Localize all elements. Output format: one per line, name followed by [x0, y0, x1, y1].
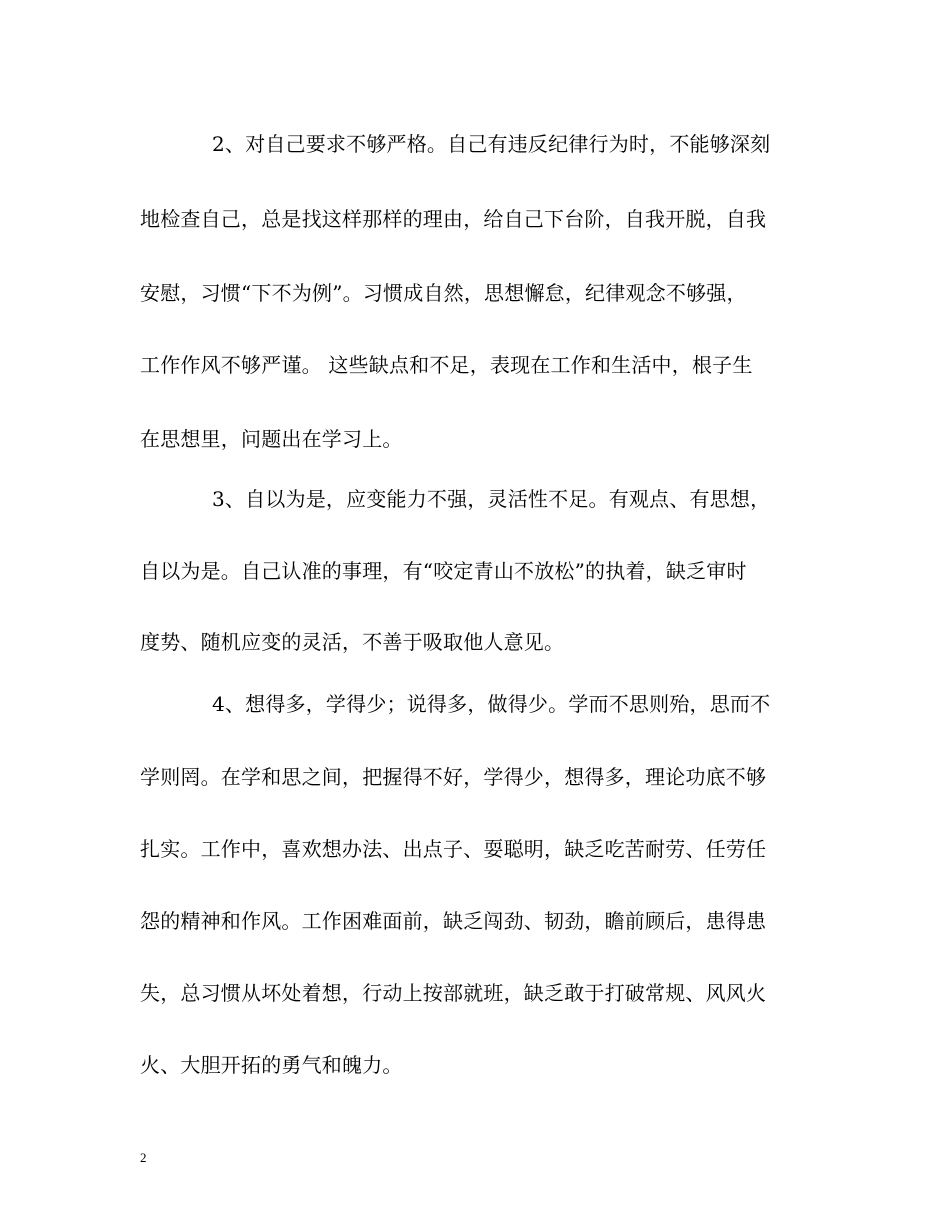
paragraph-2-line-5: 在思想里，问题出在学习上。: [140, 427, 403, 451]
paragraph-2-line-2: 地检查自己，总是找这样那样的理由，给自己下台阶，自我开脱，自我: [140, 207, 767, 231]
paragraph-4-line-4: 怨的精神和作风。工作困难面前，缺乏闯劲、韧劲，瞻前顾后，患得患: [140, 909, 767, 933]
paragraph-4-line-3: 扎实。工作中，喜欢想办法、出点子、耍聪明，缺乏吃苦耐劳、任劳任: [140, 837, 767, 861]
paragraph-2-line-4: 工作作风不够严谨。 这些缺点和不足，表现在工作和生活中，根子生: [140, 353, 753, 377]
paragraph-3-line-1: 3、自以为是，应变能力不强，灵活性不足。有观点、有思想，: [212, 487, 771, 511]
page-number: 2: [140, 1150, 147, 1165]
paragraph-4-line-1: 4、想得多，学得少；说得多，做得少。学而不思则殆，思而不: [212, 692, 771, 716]
paragraph-3-line-2: 自以为是。自己认准的事理，有“咬定青山不放松”的执着，缺乏审时: [140, 559, 747, 583]
paragraph-2-line-3: 安慰，习惯“下不为例”。习惯成自然，思想懈怠，纪律观念不够强，: [140, 281, 747, 305]
paragraph-2-line-1: 2、对自己要求不够严格。自己有违反纪律行为时，不能够深刻: [212, 132, 771, 156]
paragraph-4-line-2: 学则罔。在学和思之间，把握得不好，学得少，想得多，理论功底不够: [140, 765, 767, 789]
paragraph-4-line-6: 火、大胆开拓的勇气和魄力。: [140, 1053, 403, 1077]
paragraph-4-line-5: 失，总习惯从坏处着想，行动上按部就班，缺乏敢于打破常规、风风火: [140, 981, 767, 1005]
paragraph-3-line-3: 度势、随机应变的灵活，不善于吸取他人意见。: [140, 630, 565, 654]
